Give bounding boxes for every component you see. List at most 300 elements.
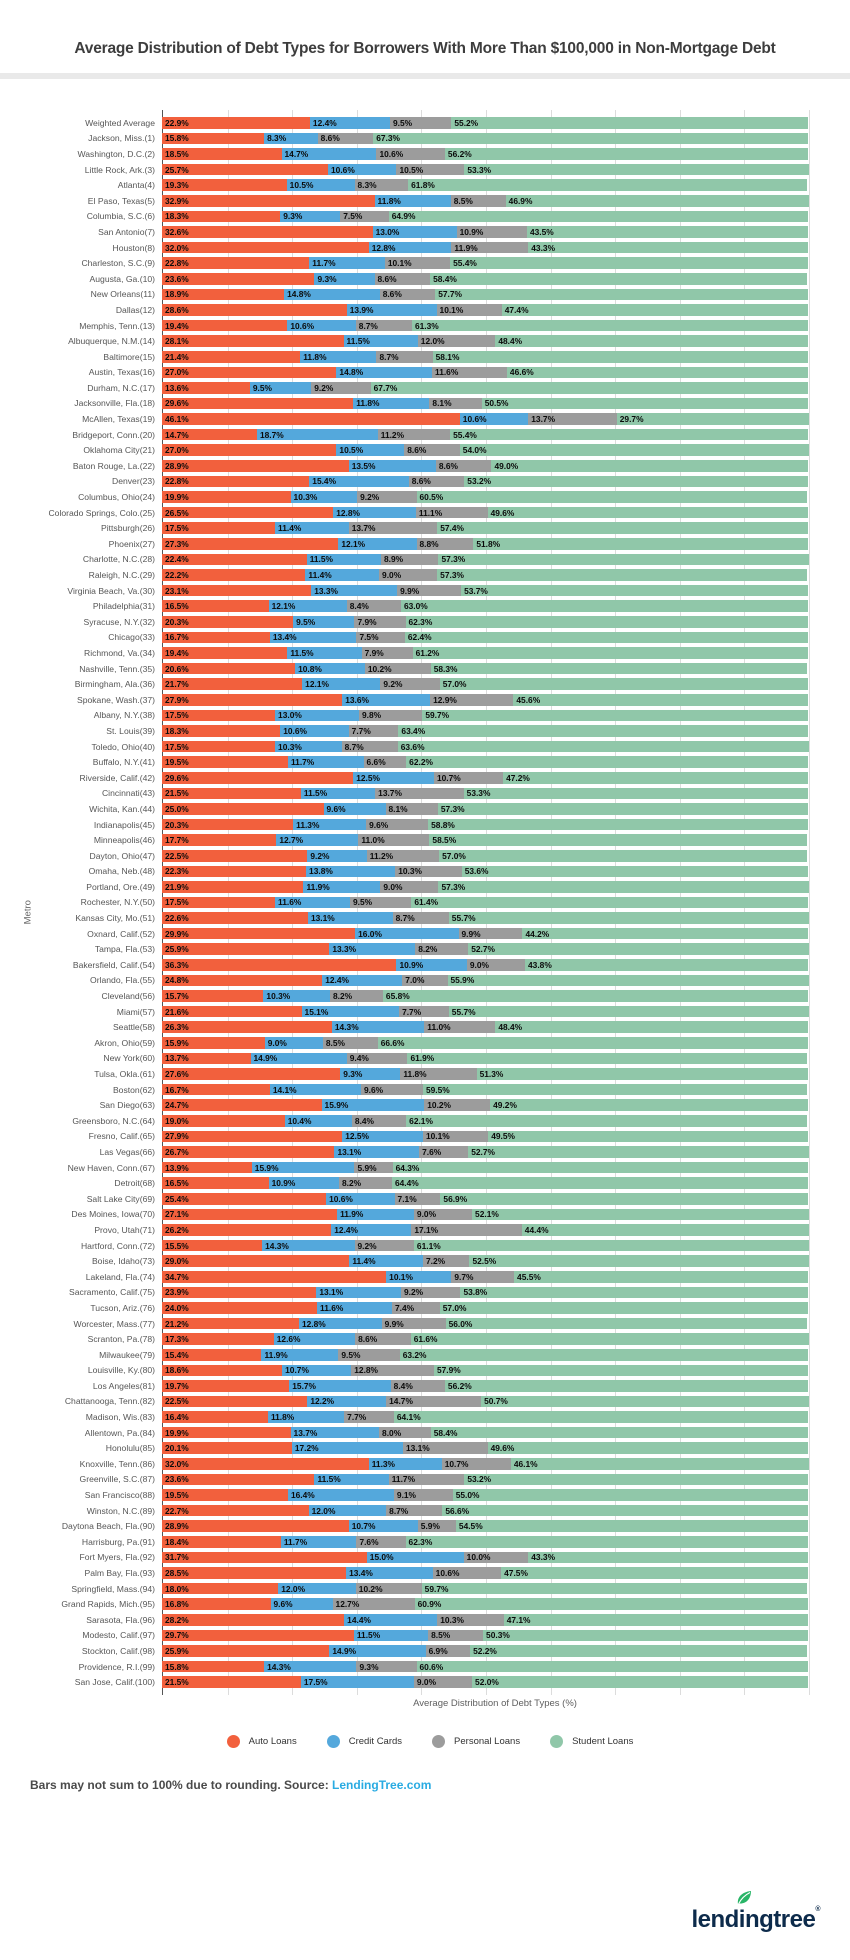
segment-personal-loans <box>355 1333 411 1345</box>
value-label: 9.1% <box>396 1490 416 1501</box>
value-label: 55.4% <box>453 429 477 440</box>
bar-row <box>10 1331 850 1347</box>
segment-credit-cards <box>349 1255 423 1267</box>
segment-student-loans <box>438 803 808 815</box>
segment-credit-cards <box>299 1318 382 1330</box>
legend-item-student-loans <box>550 1735 633 1748</box>
legend-dot-icon <box>550 1735 563 1748</box>
bar-row <box>10 131 850 147</box>
value-label: 18.5% <box>165 148 189 159</box>
value-label: 25.4% <box>165 1193 189 1204</box>
segment-credit-cards <box>305 569 379 581</box>
segment-credit-cards <box>337 1209 414 1221</box>
segment-personal-loans <box>350 897 411 909</box>
segment-student-loans <box>411 1333 809 1345</box>
value-label: 32.6% <box>165 226 189 237</box>
bar-row <box>10 1378 850 1394</box>
value-label: 58.3% <box>433 663 458 674</box>
value-label: 8.7% <box>389 1505 409 1516</box>
category-label: Omaha, Neb.(48) <box>88 866 155 877</box>
bar-track <box>162 819 808 831</box>
value-label: 27.0% <box>165 367 189 378</box>
segment-credit-cards <box>265 1037 323 1049</box>
value-label: 9.5% <box>393 117 413 128</box>
segment-auto-loans <box>162 538 338 550</box>
segment-personal-loans <box>436 460 492 472</box>
value-label: 53.2% <box>467 1474 492 1485</box>
value-label: 12.5% <box>356 772 380 783</box>
bar-track <box>162 1661 808 1673</box>
category-label: Scranton, Pa.(78) <box>87 1334 155 1345</box>
value-label: 19.5% <box>165 757 189 768</box>
value-label: 16.4% <box>165 1412 189 1423</box>
segment-credit-cards <box>268 1411 344 1423</box>
category-label: Chattanooga, Tenn.(82) <box>64 1396 155 1407</box>
segment-student-loans <box>511 1458 809 1470</box>
value-label: 10.5% <box>339 445 364 456</box>
category-label: Raleigh, N.C.(29) <box>88 570 155 581</box>
value-label: 7.1% <box>397 1193 417 1204</box>
bar-track <box>162 1583 808 1595</box>
segment-student-loans <box>413 647 808 659</box>
value-label: 9.2% <box>383 679 403 690</box>
value-label: 13.4% <box>349 1568 373 1579</box>
value-label: 14.3% <box>334 1022 359 1033</box>
segment-credit-cards <box>306 866 395 878</box>
value-label: 57.4% <box>440 523 464 534</box>
segment-credit-cards <box>329 1645 425 1657</box>
segment-personal-loans <box>355 1240 414 1252</box>
segment-credit-cards <box>275 897 350 909</box>
segment-personal-loans <box>437 304 502 316</box>
footnote-text: Bars may not sum to 100% due to rounding. Source: <box>30 1777 333 1792</box>
segment-student-loans <box>415 1598 808 1610</box>
value-label: 9.9% <box>384 1318 404 1329</box>
segment-credit-cards <box>346 1567 433 1579</box>
value-label: 10.3% <box>293 492 318 503</box>
value-label: 28.6% <box>165 304 189 315</box>
segment-credit-cards <box>284 289 380 301</box>
segment-personal-loans <box>311 382 370 394</box>
segment-credit-cards <box>353 772 434 784</box>
segment-student-loans <box>446 1318 808 1330</box>
bar-track <box>162 1115 808 1127</box>
value-label: 7.2% <box>425 1256 446 1267</box>
value-label: 26.5% <box>165 507 189 518</box>
segment-auto-loans <box>162 585 311 597</box>
segment-personal-loans <box>464 1552 529 1564</box>
category-label: Modesto, Calif.(97) <box>82 1630 155 1641</box>
category-label: Charleston, S.C.(9) <box>81 258 155 269</box>
stacked-bar-chart <box>10 115 850 1748</box>
category-label: Baton Rouge, La.(22) <box>72 460 155 471</box>
bar-row <box>10 380 850 396</box>
bar-row <box>10 333 850 349</box>
value-label: 10.0% <box>466 1552 491 1563</box>
category-label: Minneapolis(46) <box>93 835 155 846</box>
legend-dot-icon <box>327 1735 340 1748</box>
segment-credit-cards <box>349 460 436 472</box>
segment-personal-loans <box>434 772 503 784</box>
value-label: 29.0% <box>165 1256 189 1267</box>
value-label: 11.5% <box>309 554 333 565</box>
category-label: Springfield, Mass.(94) <box>71 1583 155 1594</box>
bar-row <box>10 1160 850 1176</box>
value-label: 8.6% <box>377 273 397 284</box>
segment-personal-loans <box>430 694 513 706</box>
segment-auto-loans <box>162 1396 307 1408</box>
segment-credit-cards <box>307 850 366 862</box>
segment-credit-cards <box>278 1583 356 1595</box>
bar-row <box>10 1565 850 1581</box>
segment-personal-loans <box>528 413 617 425</box>
value-label: 13.9% <box>165 1162 189 1173</box>
category-label: Indianapolis(45) <box>93 819 155 830</box>
segment-auto-loans <box>162 1380 289 1392</box>
segment-student-loans <box>461 585 808 597</box>
bar-track <box>162 289 808 301</box>
bar-track <box>162 788 808 800</box>
segment-auto-loans <box>162 148 282 160</box>
bar-track <box>162 585 808 597</box>
value-label: 9.3% <box>317 273 337 284</box>
bar-row <box>10 442 850 458</box>
segment-personal-loans <box>402 975 447 987</box>
segment-credit-cards <box>263 990 330 1002</box>
value-label: 59.7% <box>424 1583 449 1594</box>
bar-track <box>162 507 808 519</box>
category-label: Lakeland, Fla.(74) <box>85 1271 155 1282</box>
segment-auto-loans <box>162 1146 334 1158</box>
category-label: Durham, N.C.(17) <box>87 382 155 393</box>
segment-student-loans <box>431 1427 808 1439</box>
segment-auto-loans <box>162 725 280 737</box>
segment-credit-cards <box>292 1442 403 1454</box>
segment-personal-loans <box>381 554 438 566</box>
category-label: New Orleans(11) <box>90 289 155 300</box>
value-label: 11.6% <box>278 897 302 908</box>
segment-credit-cards <box>264 1661 356 1673</box>
value-label: 22.3% <box>165 866 189 877</box>
value-label: 31.7% <box>165 1552 189 1563</box>
segment-student-loans <box>393 1162 808 1174</box>
bar-row <box>10 848 850 864</box>
value-label: 21.4% <box>165 351 189 362</box>
segment-auto-loans <box>162 289 284 301</box>
value-label: 54.0% <box>462 445 487 456</box>
bar-track <box>162 1442 808 1454</box>
value-label: 49.6% <box>490 1443 515 1454</box>
bar-row <box>10 1222 850 1238</box>
value-label: 9.0% <box>267 1037 287 1048</box>
bar-row <box>10 1612 850 1628</box>
segment-personal-loans <box>416 507 488 519</box>
value-label: 8.4% <box>393 1380 413 1391</box>
bar-track <box>162 554 808 566</box>
segment-student-loans <box>472 1209 809 1221</box>
segment-auto-loans <box>162 413 460 425</box>
segment-auto-loans <box>162 632 270 644</box>
segment-student-loans <box>434 1365 808 1377</box>
segment-personal-loans <box>457 226 527 238</box>
value-label: 58.4% <box>433 1427 458 1438</box>
bar-row <box>10 739 850 755</box>
segment-student-loans <box>470 1645 807 1657</box>
bar-track <box>162 725 808 737</box>
value-label: 59.7% <box>425 710 450 721</box>
segment-student-loans <box>488 1442 808 1454</box>
segment-personal-loans <box>423 1255 470 1267</box>
value-label: 14.3% <box>265 1240 289 1251</box>
segment-credit-cards <box>317 1302 392 1314</box>
segment-credit-cards <box>291 491 358 503</box>
value-label: 8.2% <box>418 944 438 955</box>
segment-student-loans <box>472 1676 808 1688</box>
bar-row <box>10 1191 850 1207</box>
segment-credit-cards <box>269 1177 339 1189</box>
value-label: 63.6% <box>400 741 425 752</box>
bar-track <box>162 1209 808 1221</box>
source-link[interactable]: LendingTree.com <box>332 1777 432 1792</box>
value-label: 58.1% <box>435 351 460 362</box>
segment-student-loans <box>439 850 807 862</box>
bar-track <box>162 990 808 1002</box>
segment-personal-loans <box>418 335 496 347</box>
segment-student-loans <box>429 834 807 846</box>
bar-row <box>10 864 850 880</box>
segment-auto-loans <box>162 1115 285 1127</box>
category-label: Nashville, Tenn.(35) <box>79 663 155 674</box>
segment-personal-loans <box>380 678 439 690</box>
value-label: 53.3% <box>466 788 491 799</box>
segment-auto-loans <box>162 211 280 223</box>
value-label: 8.7% <box>344 741 364 752</box>
segment-credit-cards <box>331 1224 411 1236</box>
value-label: 10.1% <box>439 304 464 315</box>
segment-auto-loans <box>162 1318 299 1330</box>
category-label: Oklahoma City(21) <box>83 445 155 456</box>
value-label: 25.7% <box>165 164 189 175</box>
category-label: Orlando, Fla.(55) <box>90 975 155 986</box>
value-label: 13.7% <box>165 1053 189 1064</box>
segment-student-loans <box>453 1489 808 1501</box>
value-label: 21.5% <box>165 1677 189 1688</box>
segment-credit-cards <box>342 1131 423 1143</box>
bar-row <box>10 770 850 786</box>
value-label: 13.1% <box>337 1146 362 1157</box>
bar-row <box>10 1004 850 1020</box>
value-label: 9.0% <box>383 881 403 892</box>
segment-student-loans <box>481 1396 809 1408</box>
bar-track <box>162 850 808 862</box>
bar-row <box>10 1550 850 1566</box>
bar-track <box>162 226 808 238</box>
segment-auto-loans <box>162 1489 288 1501</box>
segment-auto-loans <box>162 1520 349 1532</box>
value-label: 10.2% <box>358 1583 383 1594</box>
value-label: 22.8% <box>165 258 189 269</box>
segment-student-loans <box>417 491 808 503</box>
segment-auto-loans <box>162 1224 331 1236</box>
category-label: Buffalo, N.Y.(41) <box>92 757 155 768</box>
bar-track <box>162 1536 808 1548</box>
bar-track <box>162 741 808 753</box>
value-label: 60.5% <box>419 492 444 503</box>
segment-personal-loans <box>397 585 461 597</box>
category-label: Honolulu(85) <box>105 1443 155 1454</box>
segment-auto-loans <box>162 1661 264 1673</box>
segment-student-loans <box>408 179 807 191</box>
segment-credit-cards <box>369 1458 442 1470</box>
value-label: 8.2% <box>332 991 353 1002</box>
segment-personal-loans <box>347 600 401 612</box>
value-label: 8.1% <box>432 398 452 409</box>
bar-row <box>10 1628 850 1644</box>
segment-student-loans <box>460 1287 808 1299</box>
category-label: Rochester, N.Y.(50) <box>80 897 155 908</box>
value-label: 15.0% <box>369 1552 394 1563</box>
category-label: Charlotte, N.C.(28) <box>82 554 155 565</box>
bar-row <box>10 474 850 490</box>
category-label: Fresno, Calif.(65) <box>88 1131 155 1142</box>
segment-auto-loans <box>162 1099 322 1111</box>
segment-student-loans <box>435 289 808 301</box>
value-label: 11.2% <box>380 429 405 440</box>
bar-row <box>10 458 850 474</box>
bar-track <box>162 1598 808 1610</box>
value-label: 56.2% <box>447 148 472 159</box>
segment-student-loans <box>392 1177 808 1189</box>
value-label: 13.1% <box>310 913 335 924</box>
segment-credit-cards <box>340 1068 400 1080</box>
value-label: 52.1% <box>475 1209 499 1220</box>
segment-personal-loans <box>330 990 383 1002</box>
value-label: 55.7% <box>451 1006 476 1017</box>
value-label: 52.7% <box>471 944 495 955</box>
value-label: 63.4% <box>401 725 426 736</box>
category-label: Providence, R.I.(99) <box>78 1661 155 1672</box>
segment-personal-loans <box>414 1676 472 1688</box>
value-label: 56.2% <box>447 1380 472 1391</box>
category-label: Detroit(68) <box>114 1178 155 1189</box>
segment-student-loans <box>483 1630 808 1642</box>
segment-auto-loans <box>162 367 336 379</box>
segment-credit-cards <box>309 257 385 269</box>
trademark-symbol: ® <box>815 1906 820 1913</box>
segment-auto-loans <box>162 1255 349 1267</box>
category-label: Madison, Wis.(83) <box>85 1412 155 1423</box>
segment-credit-cards <box>302 1006 400 1018</box>
segment-personal-loans <box>389 1474 465 1486</box>
segment-personal-loans <box>395 1193 441 1205</box>
category-label: Oxnard, Calif.(52) <box>87 928 155 939</box>
segment-auto-loans <box>162 834 276 846</box>
value-label: 17.1% <box>414 1224 439 1235</box>
segment-personal-loans <box>323 1037 378 1049</box>
bar-track <box>162 398 808 410</box>
value-label: 13.7% <box>378 788 402 799</box>
value-label: 22.8% <box>165 476 189 487</box>
value-label: 12.5% <box>345 1131 369 1142</box>
value-label: 28.1% <box>165 336 189 347</box>
bar-track <box>162 928 808 940</box>
bar-row <box>10 801 850 817</box>
category-label: Tucson, Ariz.(76) <box>90 1302 155 1313</box>
segment-auto-loans <box>162 741 275 753</box>
segment-student-loans <box>488 1131 808 1143</box>
segment-student-loans <box>422 710 808 722</box>
segment-personal-loans <box>361 1084 423 1096</box>
value-label: 56.6% <box>445 1505 470 1516</box>
segment-personal-loans <box>356 1583 422 1595</box>
segment-personal-loans <box>344 1411 394 1423</box>
value-label: 61.8% <box>411 180 435 191</box>
value-label: 9.2% <box>360 492 380 503</box>
value-label: 8.4% <box>354 1115 374 1126</box>
category-label: Cincinnati(43) <box>101 788 155 799</box>
value-label: 8.9% <box>383 554 404 565</box>
segment-auto-loans <box>162 1271 386 1283</box>
bar-row <box>10 630 850 646</box>
value-label: 18.3% <box>165 211 189 222</box>
segment-student-loans <box>373 133 808 145</box>
segment-personal-loans <box>340 211 388 223</box>
bar-track <box>162 211 808 223</box>
value-label: 13.7% <box>293 1427 318 1438</box>
value-label: 10.2% <box>367 663 392 674</box>
segment-auto-loans <box>162 1365 282 1377</box>
segment-student-loans <box>422 1583 808 1595</box>
segment-student-loans <box>528 1552 808 1564</box>
segment-credit-cards <box>369 242 452 254</box>
segment-student-loans <box>440 1193 808 1205</box>
category-label: Boston(62) <box>112 1084 155 1095</box>
value-label: 7.5% <box>343 211 363 222</box>
category-label: Columbia, S.C.(6) <box>86 211 155 222</box>
segment-student-loans <box>400 1349 808 1361</box>
value-label: 57.3% <box>441 554 466 565</box>
value-label: 11.8% <box>356 398 380 409</box>
legend-label: Credit Cards <box>348 1735 403 1747</box>
value-label: 17.5% <box>165 741 189 752</box>
value-label: 8.6% <box>407 445 427 456</box>
value-label: 11.3% <box>296 819 320 830</box>
bar-row <box>10 1581 850 1597</box>
segment-auto-loans <box>162 1240 262 1252</box>
segment-auto-loans <box>162 226 373 238</box>
segment-student-loans <box>406 616 808 628</box>
value-label: 22.7% <box>165 1505 189 1516</box>
bar-row <box>10 926 850 942</box>
category-label: Knoxville, Tenn.(86) <box>79 1458 155 1469</box>
segment-personal-loans <box>390 117 451 129</box>
value-label: 9.2% <box>357 1240 377 1251</box>
bar-track <box>162 367 808 379</box>
segment-student-loans <box>477 1068 808 1080</box>
value-label: 12.4% <box>334 1224 358 1235</box>
segment-personal-loans <box>333 1598 415 1610</box>
value-label: 13.1% <box>319 1287 344 1298</box>
segment-personal-loans <box>451 1271 514 1283</box>
value-label: 8.6% <box>438 460 458 471</box>
bar-track <box>162 772 808 784</box>
value-label: 55.7% <box>451 913 476 924</box>
value-label: 15.4% <box>165 1349 189 1360</box>
value-label: 17.3% <box>165 1334 189 1345</box>
value-label: 26.3% <box>165 1022 189 1033</box>
segment-personal-loans <box>375 273 431 285</box>
value-label: 16.0% <box>358 928 382 939</box>
